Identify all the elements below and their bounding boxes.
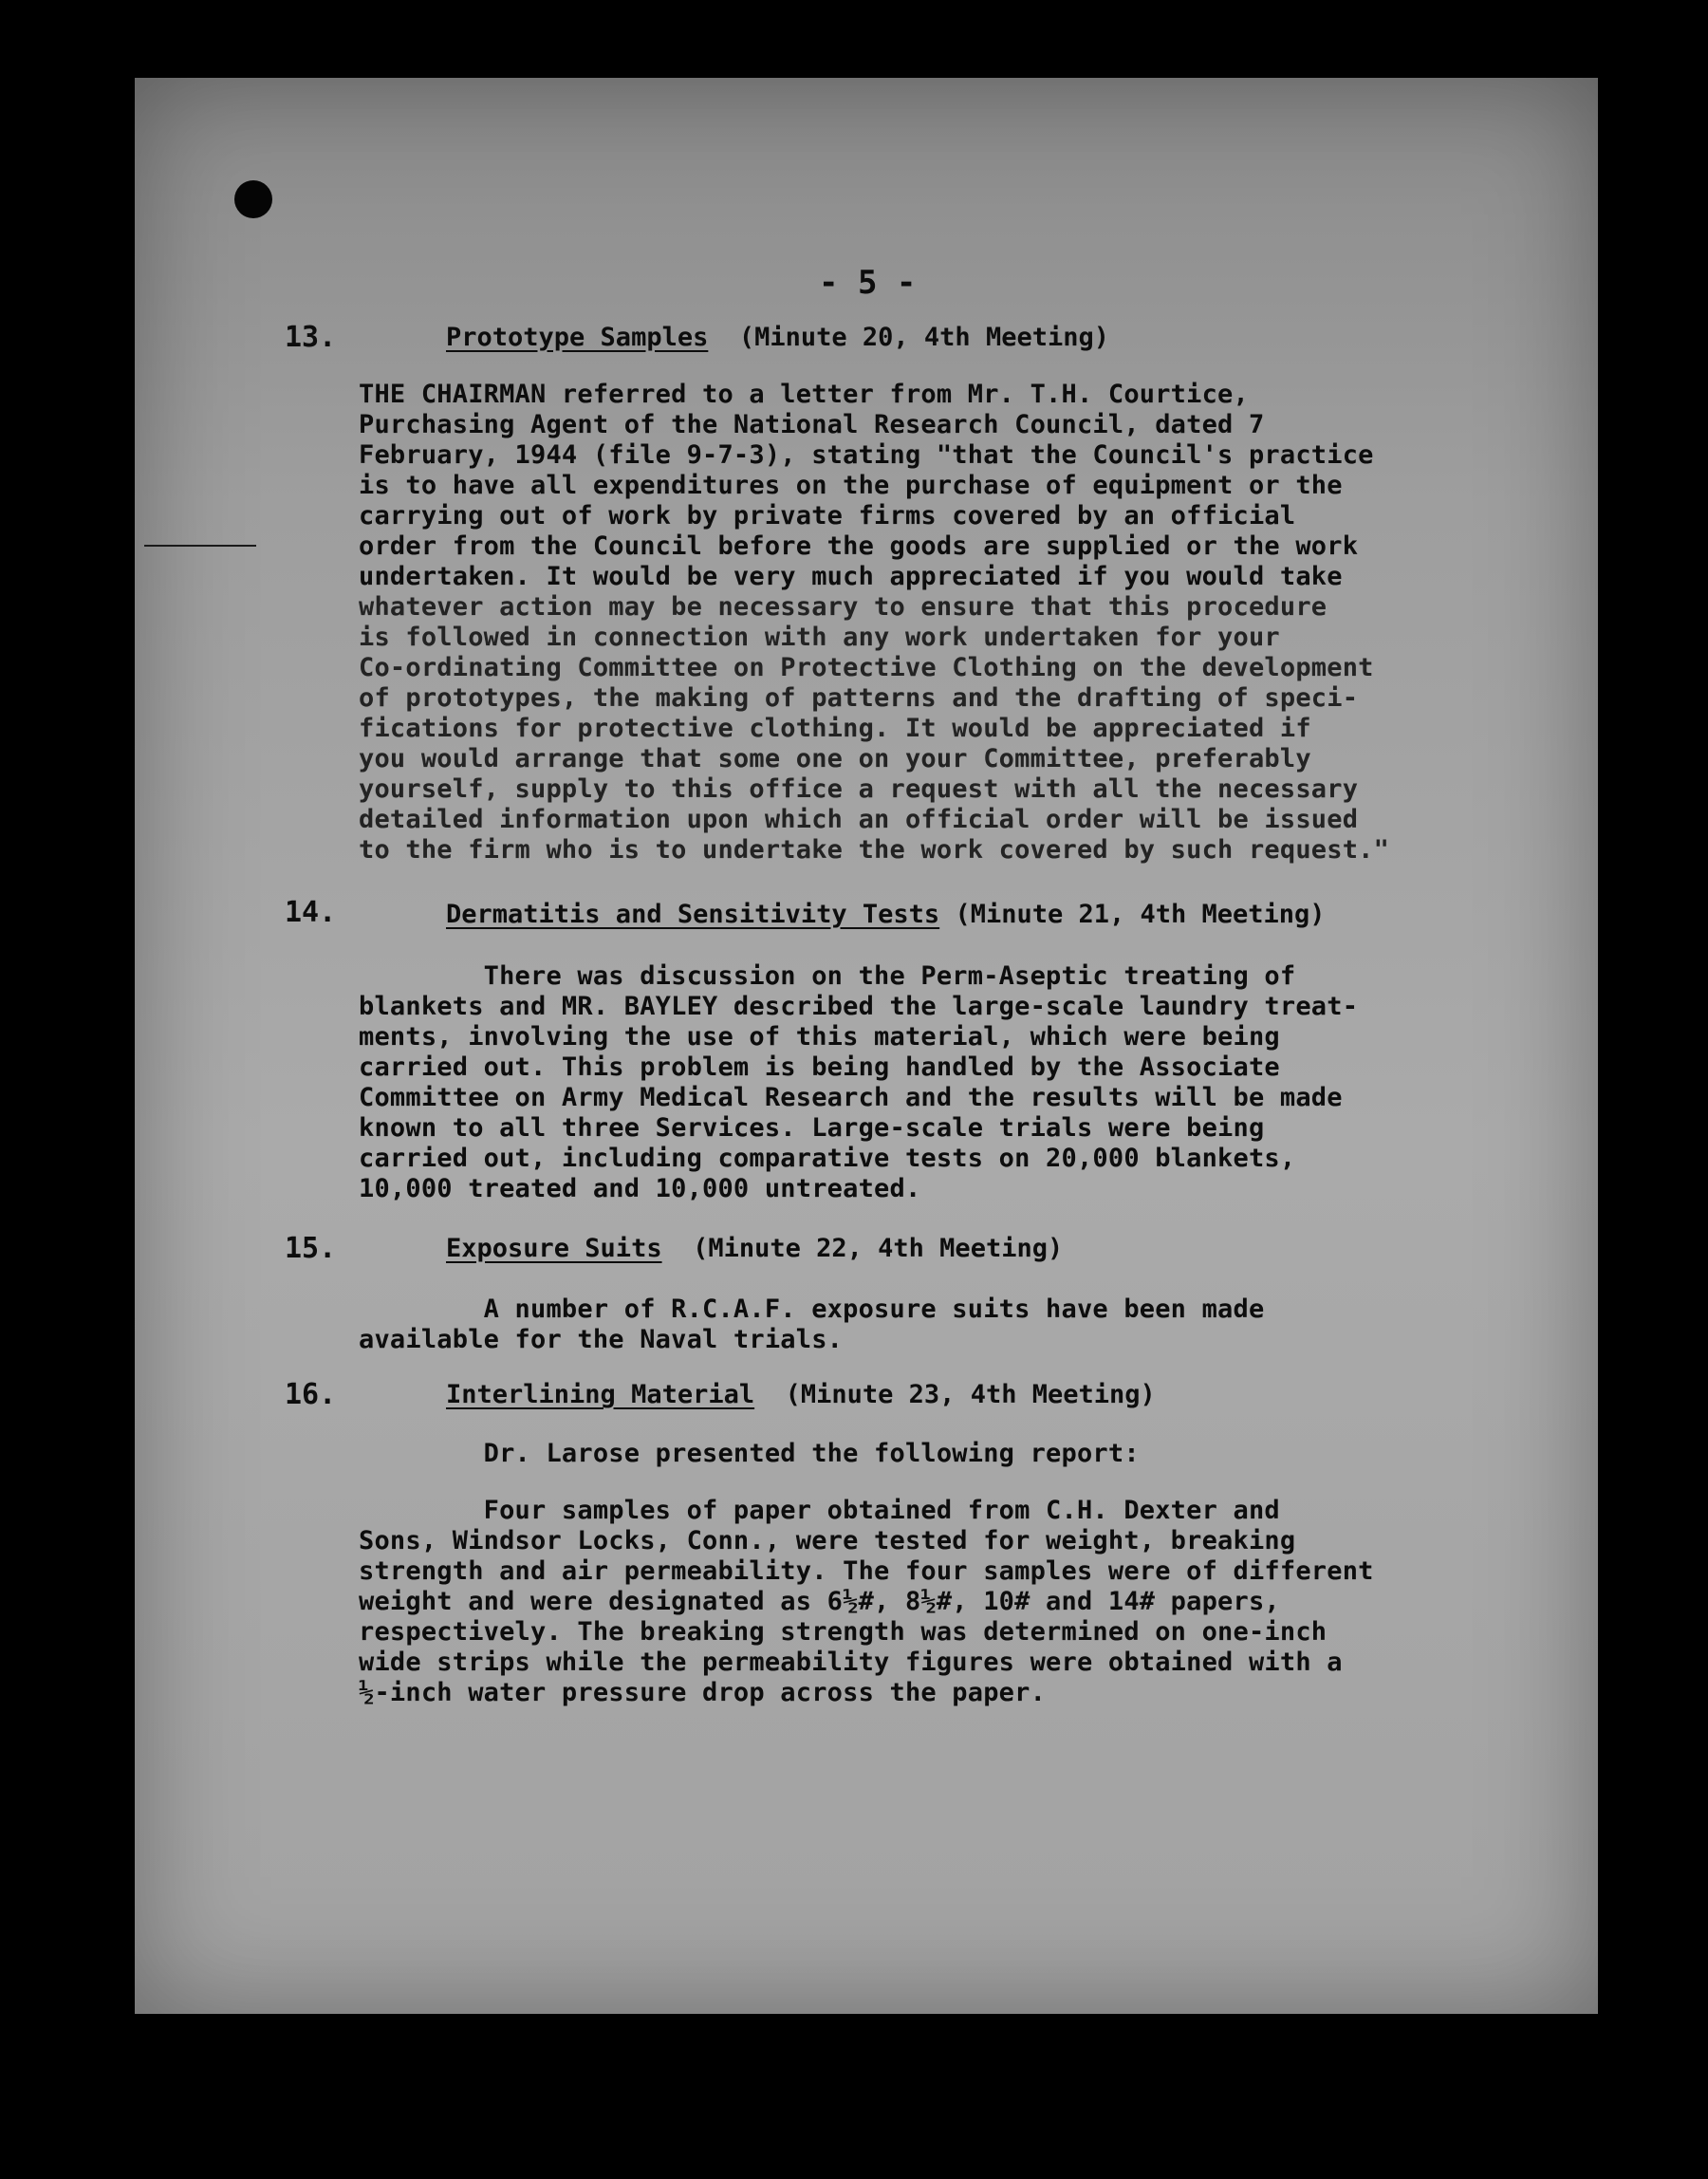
paragraph-line: carried out, including comparative tests on 20,000 blankets, xyxy=(359,1144,1296,1173)
section-number: 16. xyxy=(285,1378,337,1411)
section-title: Interlining Material xyxy=(446,1380,755,1409)
paragraph-line: blankets and MR. BAYLEY described the large-scale laundry treat- xyxy=(359,992,1359,1021)
paragraph-line: Four samples of paper obtained from C.H. Dexter and xyxy=(359,1496,1280,1525)
paragraph-line: order from the Council before the goods are supplied or the work xyxy=(359,531,1359,561)
paragraph-line: is to have all expenditures on the purchase of equipment or the xyxy=(359,471,1343,500)
section-heading xyxy=(446,900,1326,929)
paragraph-line: weight and were designated as 6½#, 8½#, 10# and 14# papers, xyxy=(359,1587,1280,1616)
section-reference: (Minute 20, 4th Meeting) xyxy=(738,323,1109,352)
section-reference: (Minute 22, 4th Meeting) xyxy=(693,1234,1064,1263)
paragraph-line: carried out. This problem is being handled by the Associate xyxy=(359,1052,1280,1082)
section-title: Exposure Suits xyxy=(446,1234,662,1263)
paragraph-line: carrying out of work by private firms covered by an official xyxy=(359,501,1296,531)
paragraph-line: Sons, Windsor Locks, Conn., were tested for weight, breaking xyxy=(359,1526,1296,1555)
paragraph-line: Co-ordinating Committee on Protective Clothing on the development xyxy=(359,653,1374,682)
section-heading xyxy=(446,323,1109,352)
section-reference: (Minute 21, 4th Meeting) xyxy=(955,900,1326,929)
paragraph-line: detailed information upon which an official order will be issued xyxy=(359,805,1359,834)
paragraph-line: Purchasing Agent of the National Research Council, dated 7 xyxy=(359,410,1265,439)
paragraph-line: ments, involving the use of this material, which were being xyxy=(359,1022,1280,1052)
paragraph-line: of prototypes, the making of patterns and the drafting of speci- xyxy=(359,683,1359,713)
section-reference: (Minute 23, 4th Meeting) xyxy=(785,1380,1156,1409)
paragraph-line: whatever action may be necessary to ensure that this procedure xyxy=(359,592,1327,622)
paragraph-line: wide strips while the permeability figures were obtained with a xyxy=(359,1648,1343,1677)
paragraph-line: yourself, supply to this office a request with all the necessary xyxy=(359,774,1359,804)
paragraph-line: strength and air permeability. The four samples were of different xyxy=(359,1556,1374,1586)
paragraph-line: to the firm who is to undertake the work covered by such request." xyxy=(359,835,1390,865)
section-title: Dermatitis and Sensitivity Tests xyxy=(446,900,940,929)
paragraph-line: undertaken. It would be very much appreciated if you would take xyxy=(359,562,1343,591)
paragraph-line: THE CHAIRMAN referred to a letter from Mr. T.H. Courtice, xyxy=(359,380,1249,409)
paragraph-line: ½-inch water pressure drop across the paper. xyxy=(359,1678,1047,1707)
paragraph-line: respectively. The breaking strength was determined on one-inch xyxy=(359,1617,1327,1647)
section-number: 15. xyxy=(285,1232,337,1265)
paragraph-line: Dr. Larose presented the following report: xyxy=(359,1439,1140,1468)
paragraph-line: February, 1944 (file 9-7-3), stating "that the Council's practice xyxy=(359,440,1374,470)
paragraph-line: fications for protective clothing. It would be appreciated if xyxy=(359,714,1311,743)
section-heading xyxy=(446,1380,1156,1409)
paragraph-line: A number of R.C.A.F. exposure suits have been made xyxy=(359,1294,1265,1324)
paragraph-line: There was discussion on the Perm-Aseptic treating of xyxy=(359,961,1296,991)
section-number: 14. xyxy=(285,896,337,929)
paragraph-line: available for the Naval trials. xyxy=(359,1325,844,1354)
paragraph-line: 10,000 treated and 10,000 untreated. xyxy=(359,1174,921,1203)
paragraph-line: is followed in connection with any work undertaken for your xyxy=(359,623,1280,652)
paragraph-line: Committee on Army Medical Research and the results will be made xyxy=(359,1083,1343,1112)
section-title: Prototype Samples xyxy=(446,323,709,352)
paragraph-line: you would arrange that some one on your Committee, preferably xyxy=(359,744,1311,773)
section-number: 13. xyxy=(285,321,337,354)
page-number: - 5 - xyxy=(819,264,917,302)
paragraph-line: known to all three Services. Large-scale trials were being xyxy=(359,1113,1265,1143)
section-heading xyxy=(446,1234,1063,1263)
